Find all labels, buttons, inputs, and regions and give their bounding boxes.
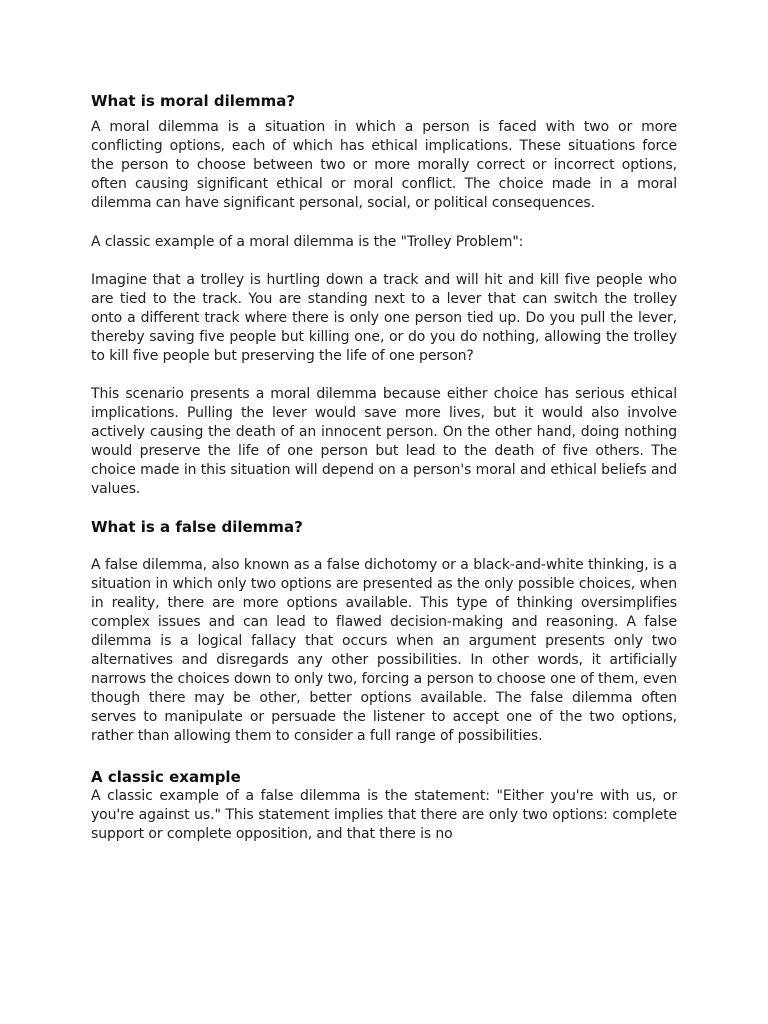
paragraph-trolley-intro: A classic example of a moral dilemma is the "Trolley Problem": (91, 234, 524, 250)
paragraph-scenario-analysis: This scenario presents a moral dilemma because either choice has serious ethical implications. Pulling the lever would save more lives, but it would also involve actively causing the death of an innocent person. On the other hand, doing nothing would preserve the life of one person but lead to the death of five others. The choice made in this situation will depend on a person's moral and ethical beliefs and values. (91, 386, 677, 497)
heading-false-dilemma: What is a false dilemma? (91, 518, 303, 536)
heading-moral-dilemma: What is moral dilemma? (91, 92, 296, 110)
paragraph-moral-definition: A moral dilemma is a situation in which a person is faced with two or more conflicting options, each of which has ethical implications. These situations force the person to choose between two or more morally correct or incorrect options, often causing significant ethical or moral conflict. The choice made in a moral dilemma can have significant personal, social, or political consequences. (91, 119, 677, 211)
heading-classic-example: A classic example (91, 768, 241, 786)
paragraph-classic-example: A classic example of a false dilemma is the statement: "Either you're with us, or you're against us." This statement implies that there are only two options: complete support or complete opposition, and that there is no (91, 788, 677, 842)
paragraph-false-definition: A false dilemma, also known as a false dichotomy or a black-and-white thinking, is a situation in which only two options are presented as the only possible choices, when in reality, there are more options available. This type of thinking oversimplifies complex issues and can lead to flawed decision-making and reasoning. A false dilemma is a logical fallacy that occurs when an argument presents only two alternatives and disregards any other possibilities. In other words, it artificially narrows the choices down to only two, forcing a person to choose one of them, even though there may be other, better options available. The false dilemma often serves to manipulate or persuade the listener to accept one of the two options, rather than allowing them to consider a full range of possibilities. (91, 557, 677, 744)
document-page (91, 92, 677, 844)
paragraph-trolley-problem: Imagine that a trolley is hurtling down a track and will hit and kill five people who are tied to the track. You are standing next to a lever that can switch the trolley onto a different track where there is only one person tied up. Do you pull the lever, thereby saving five people but killing one, or do you do nothing, allowing the trolley to kill five people but preserving the life of one person? (91, 272, 677, 364)
